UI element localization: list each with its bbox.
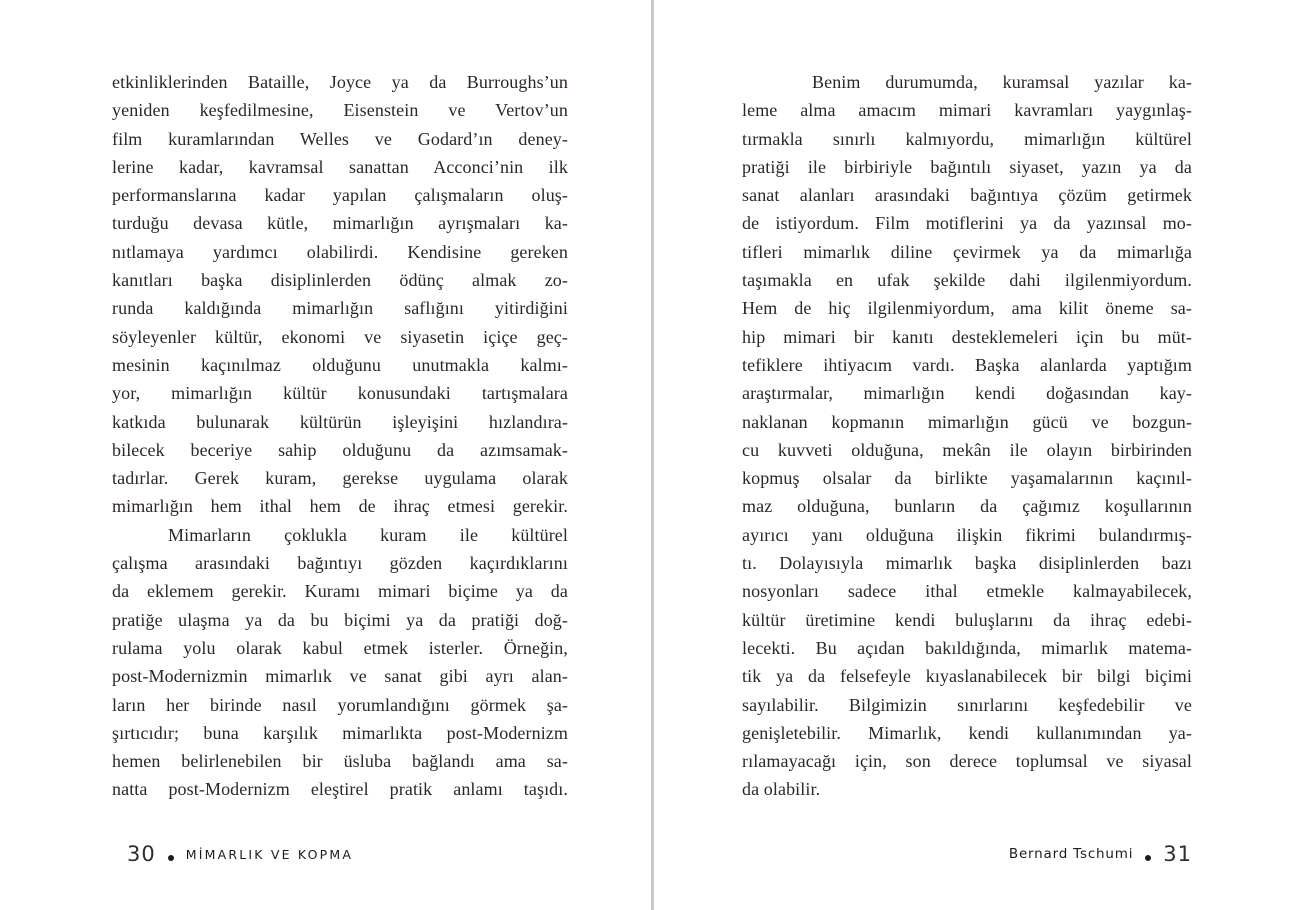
separator-dot-icon [168,855,174,861]
page-gutter-divider [651,0,654,910]
body-text-line: rılamayacağı için, son derece toplumsal ve siyasal [742,751,1192,772]
body-text-line: bilecek beceriye sahip olduğunu da azımsamak- [112,439,568,460]
separator-dot-icon [1145,855,1151,861]
body-text-line: da olabilir. [742,779,821,800]
body-text-line: ayırıcı yanı olduğuna ilişkin fikrimi bulandırmış- [742,524,1192,545]
body-text-line: tı. Dolayısıyla mimarlık başka disiplinlerden bazı [742,553,1192,574]
body-text-line: lerine kadar, kavramsal sanattan Acconci’nin ilk [112,156,568,177]
body-text-line: genişletebilir. Mimarlık, kendi kullanımından ya- [742,722,1192,743]
body-text-line: tifleri mimarlık diline çevirmek ya da mimarlığa [742,241,1192,262]
body-text-line: nosyonları sadece ithal etmekle kalmayabilecek, [742,581,1192,602]
body-text-line: turduğu devasa kütle, mimarlığın ayrışmaları ka- [112,213,568,234]
body-text-line: rulama yolu olarak kabul etmek isterler. Örneğin, [112,637,568,658]
running-title: MİMARLIK VE KOPMA [185,846,354,862]
body-text-line: natta post-Modernizm eleştirel pratik anlamı taşıdı. [112,779,568,800]
body-text-line: taşımakla en ufak şekilde dahi ilgilenmiyordum. [742,270,1192,291]
body-text-line: sanat alanları arasındaki bağıntıya çözüm getirmek [742,185,1192,206]
body-text-line: leme alma amacım mimari kavramları yaygınlaş- [742,100,1192,121]
body-text-line: Benim durumumda, kuramsal yazılar ka- [812,72,1192,92]
body-text-line: etkinliklerinden Bataille, Joyce ya da Burroughs’un [112,72,568,92]
body-text-line: lecekti. Bu açıdan bakıldığında, mimarlık matema- [742,637,1192,658]
footer-right [1009,841,1192,867]
left-body-text-column [112,68,568,804]
body-text-line: söyleyenler kültür, ekonomi ve siyasetin içiçe geç- [112,326,568,347]
right-body-text-column [742,68,1192,804]
body-text-line: post-Modernizmin mimarlık ve sanat gibi ayrı alan- [112,666,568,687]
body-text-line: hip mimari bir kanıtı desteklemeleri için bu müt- [742,326,1192,347]
page-number-left: 30 [127,842,156,866]
body-text-line: cu kuvveti olduğuna, mekân ile olayın birbirinden [742,439,1192,460]
body-text-line: kopmuş olsalar da birlikte yaşamalarının kaçınıl- [742,468,1192,489]
author-name: Bernard Tschumi [1008,846,1134,862]
body-text-line: Mimarların çoklukla kuram ile kültürel [168,524,568,545]
body-text-line: maz olduğuna, bunların da çağımız koşullarının [742,496,1192,517]
body-text-line: ların her birinde nasıl yorumlandığını görmek şa- [112,694,568,715]
body-text-line: nıtlamaya yardımcı olabilirdi. Kendisine gereken [112,241,568,262]
body-text-line: kanıtları başka disiplinlerden ödünç almak zo- [112,270,568,291]
body-text-line: mesinin kaçınılmaz olduğunu unutmakla kalmı- [112,354,568,375]
body-text-line: film kuramlarından Welles ve Godard’ın deney- [112,128,568,149]
body-text-line: naklanan kopmanın mimarlığın gücü ve bozgun- [742,411,1192,432]
body-text-line: pratiği ile birbiriyle bağıntılı siyaset, yazın ya da [742,156,1192,177]
page-number-right: 31 [1163,842,1192,866]
body-text-line: da eklemem gerekir. Kuramı mimari biçime ya da [112,581,568,602]
body-text-line: hemen belirlenebilen bir üsluba bağlandı ama sa- [112,751,568,772]
body-text-line: katkıda bulunarak kültürün işleyişini hızlandıra- [112,411,568,432]
body-text-line: yeniden keşfedilmesine, Eisenstein ve Vertov’un [112,100,568,121]
body-text-line: çalışma arasındaki bağıntıyı gözden kaçırdıklarını [112,553,568,574]
body-text-line: tırmakla sınırlı kalmıyordu, mimarlığın kültürel [742,128,1192,149]
body-text-line: pratiğe ulaşma ya da bu biçimi ya da pratiği doğ- [112,609,568,630]
body-text-line: yor, mimarlığın kültür konusundaki tartışmalara [112,383,568,404]
footer-left [127,841,353,867]
body-text-line: tadırlar. Gerek kuram, gerekse uygulama olarak [112,468,568,489]
body-text-line: performanslarına kadar yapılan çalışmaların oluş- [112,185,568,206]
body-text-line: sayılabilir. Bilgimizin sınırlarını keşfedebilir ve [742,694,1192,715]
body-text-line: araştırmalar, mimarlığın kendi doğasından kay- [742,383,1192,404]
body-text-line: mimarlığın hem ithal hem de ihraç etmesi gerekir. [112,496,568,517]
body-text-line: tefiklere ihtiyacım vardı. Başka alanlarda yaptığım [742,354,1192,375]
body-text-line: de istiyordum. Film motiflerini ya da yazınsal mo- [742,213,1192,234]
body-text-line: kültür üretimine kendi buluşlarını da ihraç edebi- [742,609,1192,630]
body-text-line: şırtıcıdır; buna karşılık mimarlıkta post-Modernizm [112,722,568,743]
body-text-line: runda kaldığında mimarlığın saflığını yitirdiğini [112,298,568,319]
body-text-line: Hem de hiç ilgilenmiyordum, ama kilit öneme sa- [742,298,1192,319]
body-text-line: tik ya da felsefeyle kıyaslanabilecek bir bilgi biçimi [742,666,1192,687]
